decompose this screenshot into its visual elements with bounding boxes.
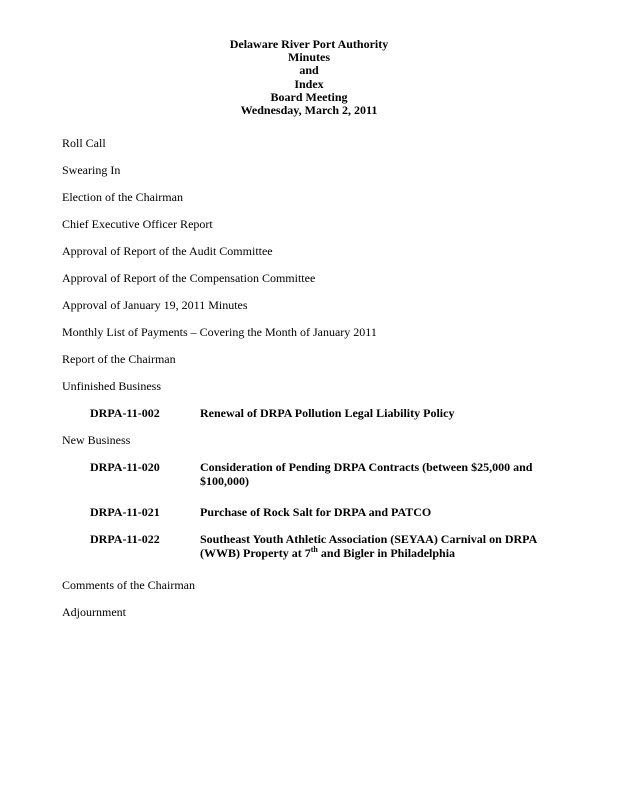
agenda-item-minutes: Approval of January 19, 2011 Minutes (62, 298, 248, 312)
resolution-code: DRPA-11-021 (90, 505, 160, 519)
resolution-description: Renewal of DRPA Pollution Legal Liability Policy (200, 406, 455, 420)
document-header (0, 38, 618, 117)
agenda-item-chairman-report: Report of the Chairman (62, 352, 176, 366)
resolution-description-part: and Bigler in Philadelphia (317, 546, 456, 560)
meeting-type: Board Meeting (270, 89, 348, 104)
agenda-item-ceo-report: Chief Executive Officer Report (62, 217, 213, 231)
header-minutes: Minutes (288, 50, 330, 65)
ordinal-suffix: th (310, 545, 318, 554)
header-and: and (299, 63, 319, 78)
agenda-item-payments: Monthly List of Payments – Covering the Month of January 2011 (62, 325, 377, 339)
agenda-item-election: Election of the Chairman (62, 190, 183, 204)
meeting-date: Wednesday, March 2, 2011 (240, 102, 378, 117)
org-name: Delaware River Port Authority (229, 37, 389, 51)
resolution-description-part: Southeast Youth Athletic Association (SEYAA) Carnival on DRPA (WWB) Property at 7 (200, 532, 537, 560)
resolution-description: Consideration of Pending DRPA Contracts (between $25,000 and $100,000) (200, 460, 533, 488)
agenda-item-swearing-in: Swearing In (62, 163, 121, 177)
agenda-item-comments: Comments of the Chairman (62, 578, 195, 592)
agenda-item-adjournment: Adjournment (62, 605, 126, 619)
agenda-item-audit: Approval of Report of the Audit Committee (62, 244, 273, 258)
resolution-code: DRPA-11-020 (90, 460, 160, 474)
resolution-description: Purchase of Rock Salt for DRPA and PATCO (200, 505, 432, 519)
agenda-item-roll-call: Roll Call (62, 136, 106, 150)
resolution-code: DRPA-11-002 (90, 406, 160, 420)
resolution-description (200, 532, 540, 560)
agenda-item-unfinished-business: Unfinished Business (62, 379, 161, 393)
agenda-item-compensation: Approval of Report of the Compensation Committee (62, 271, 316, 285)
header-index: Index (294, 76, 324, 91)
agenda-item-new-business: New Business (62, 433, 131, 447)
resolution-code: DRPA-11-022 (90, 532, 160, 546)
